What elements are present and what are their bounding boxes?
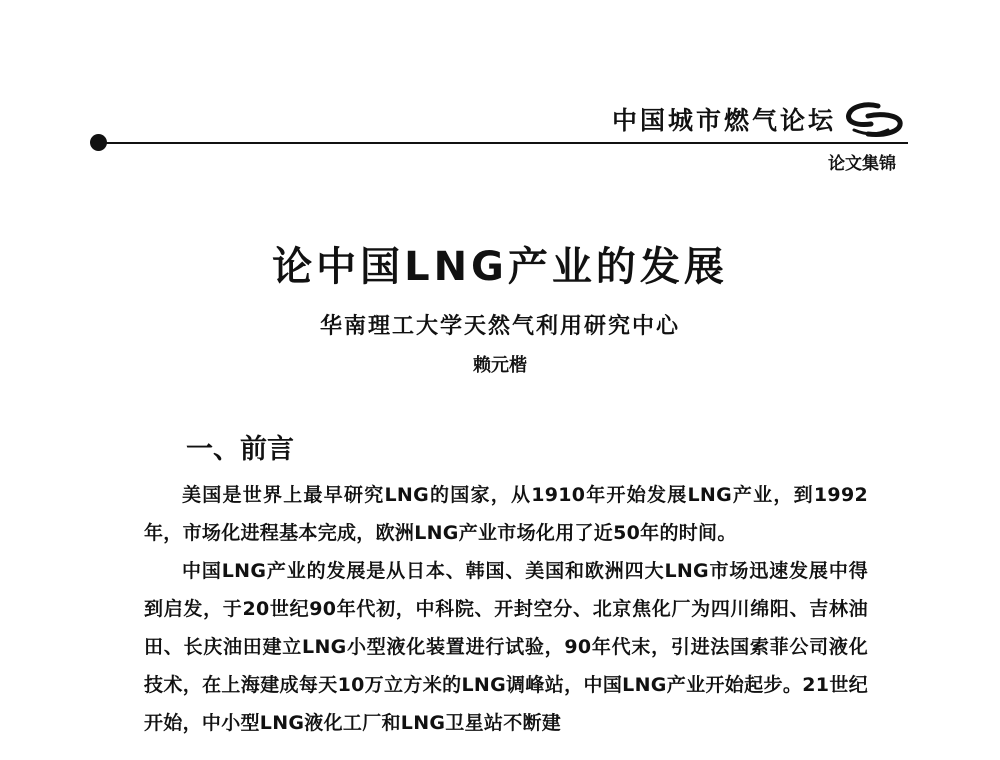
article-title: 论中国LNG产业的发展 <box>272 244 728 290</box>
article-body <box>144 476 868 742</box>
author-name: 赖元楷 <box>473 355 527 376</box>
body-paragraph: 美国是世界上最早研究LNG的国家，从1910年开始发展LNG产业，到1992年，市场化进程基本完成，欧洲LNG产业市场化用了近50年的时间。 <box>144 484 868 544</box>
journal-title: 中国城市燃气论坛 <box>612 106 837 135</box>
body-paragraph: 中国LNG产业的发展是从日本、韩国、美国和欧洲四大LNG市场迅速发展中得到启发，于20世纪90年代初，中科院、开封空分、北京焦化厂为四川绵阳、吉林油田、长庆油田建立LNG小型液化装置进行试验，90年代末，引进法国索菲公司液化技术，在上海建成每天10万立方米的LNG调峰站，中国LNG产业开始起步。21世纪开始，中小型LNG液化工厂和LNG卫星站不断建 <box>144 560 868 734</box>
section-heading-introduction: 一、前言 <box>186 434 294 465</box>
header-rule-line <box>96 142 908 144</box>
section-label: 论文集锦 <box>828 154 896 174</box>
journal-logo-icon <box>842 101 906 139</box>
author-affiliation: 华南理工大学天然气利用研究中心 <box>319 314 680 339</box>
